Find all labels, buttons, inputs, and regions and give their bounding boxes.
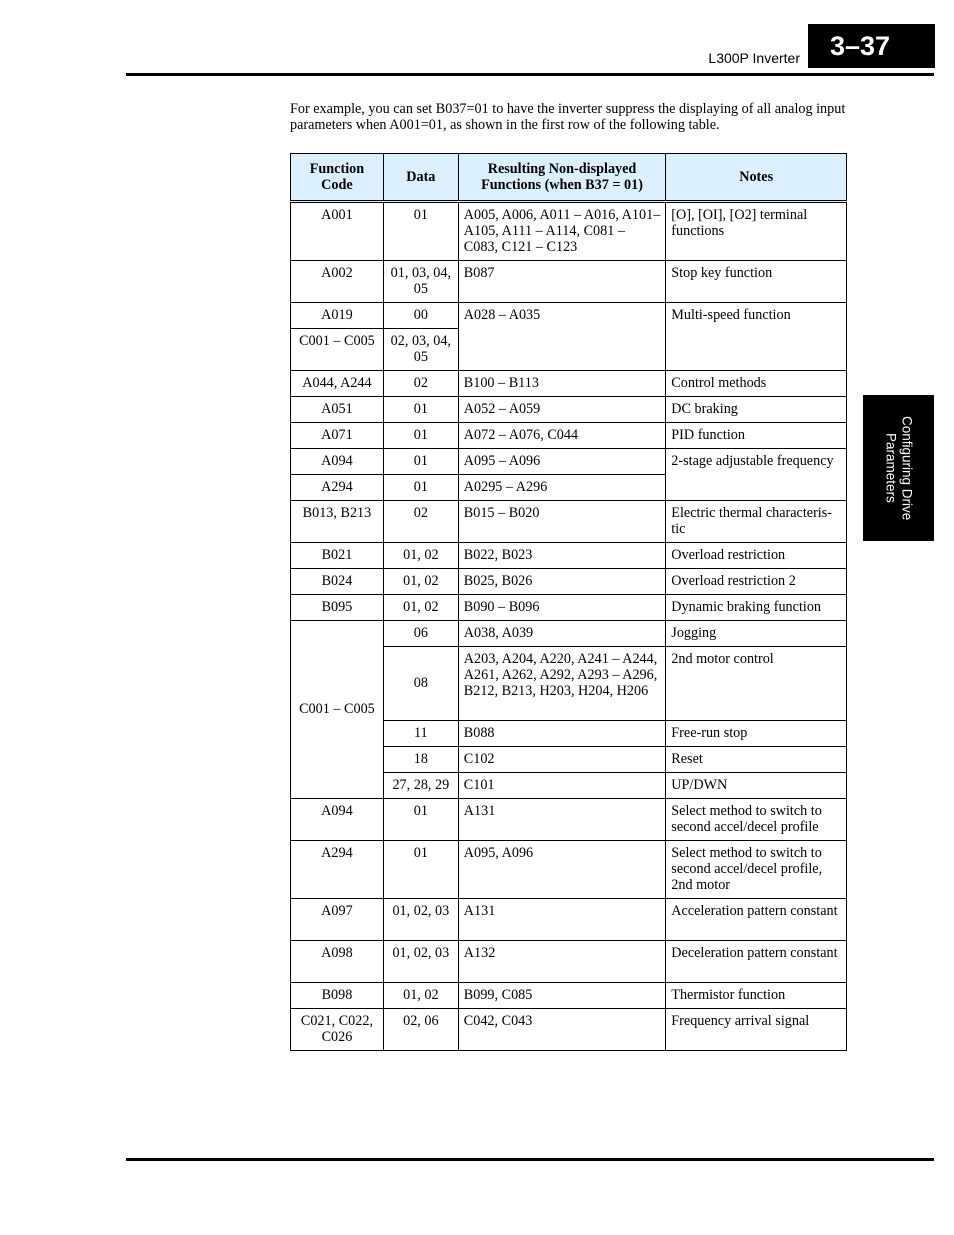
- cell-code: A094: [291, 449, 384, 475]
- cell-code: B098: [291, 983, 384, 1009]
- table-row: [291, 569, 847, 595]
- cell-code: A071: [291, 423, 384, 449]
- cell-functions: B090 – B096: [458, 595, 666, 621]
- cell-notes: Overload restriction 2: [666, 569, 847, 595]
- table-row: [291, 397, 847, 423]
- table-row: [291, 261, 847, 303]
- cell-notes: Select method to switch to second accel/decel profile: [666, 799, 847, 841]
- table-row: [291, 501, 847, 543]
- table-row: [291, 941, 847, 983]
- header-notes: Notes: [666, 154, 847, 202]
- cell-functions: B088: [458, 721, 666, 747]
- cell-notes: Free-run stop: [666, 721, 847, 747]
- cell-data: 18: [383, 747, 458, 773]
- cell-data: 00: [383, 303, 458, 329]
- side-tab-line-1: Configuring Drive: [899, 415, 915, 521]
- cell-data: 01, 02: [383, 595, 458, 621]
- cell-functions: A095, A096: [458, 841, 666, 899]
- cell-code: A097: [291, 899, 384, 941]
- table-row: [291, 449, 847, 475]
- cell-notes: 2nd motor control: [666, 647, 847, 721]
- cell-data: 01: [383, 841, 458, 899]
- cell-code: C001 – C005: [291, 329, 384, 371]
- cell-functions: A203, A204, A220, A241 – A244, A261, A262, A292, A293 – A296, B212, B213, H203, H204, H206: [458, 647, 666, 721]
- cell-functions: B100 – B113: [458, 371, 666, 397]
- table-row: [291, 595, 847, 621]
- header-rule: [126, 73, 934, 76]
- cell-data: 01: [383, 449, 458, 475]
- table-row: [291, 423, 847, 449]
- cell-code: A094: [291, 799, 384, 841]
- cell-notes: Frequency arrival signal: [666, 1009, 847, 1051]
- cell-data: 01: [383, 799, 458, 841]
- table-row: [291, 621, 847, 647]
- table-row: [291, 543, 847, 569]
- cell-data: 02, 03, 04, 05: [383, 329, 458, 371]
- table-row: [291, 983, 847, 1009]
- cell-functions: A131: [458, 899, 666, 941]
- cell-data: 01, 02: [383, 569, 458, 595]
- cell-code: A294: [291, 475, 384, 501]
- cell-functions: A052 – A059: [458, 397, 666, 423]
- cell-data: 11: [383, 721, 458, 747]
- header-data: Data: [383, 154, 458, 202]
- cell-functions: A028 – A035: [458, 303, 666, 371]
- cell-code: A098: [291, 941, 384, 983]
- cell-code: B013, B213: [291, 501, 384, 543]
- cell-functions: A131: [458, 799, 666, 841]
- parameter-table: [290, 153, 847, 1051]
- cell-functions: C042, C043: [458, 1009, 666, 1051]
- cell-data: 02: [383, 501, 458, 543]
- cell-functions: C102: [458, 747, 666, 773]
- cell-notes: [O], [OI], [O2] terminal functions: [666, 202, 847, 261]
- cell-code: A019: [291, 303, 384, 329]
- cell-functions: A072 – A076, C044: [458, 423, 666, 449]
- cell-functions: A132: [458, 941, 666, 983]
- cell-data: 01: [383, 423, 458, 449]
- cell-functions: B015 – B020: [458, 501, 666, 543]
- header-resulting-functions: Resulting Non-displayed Functions (when B37 = 01): [458, 154, 666, 202]
- cell-code: B021: [291, 543, 384, 569]
- table-row: [291, 202, 847, 261]
- table-row: [291, 303, 847, 329]
- cell-notes: Dynamic braking function: [666, 595, 847, 621]
- cell-notes: DC braking: [666, 397, 847, 423]
- cell-functions: A095 – A096: [458, 449, 666, 475]
- cell-data: 01, 02, 03: [383, 941, 458, 983]
- cell-notes: Thermistor function: [666, 983, 847, 1009]
- cell-code: A001: [291, 202, 384, 261]
- cell-functions: A005, A006, A011 – A016, A101–A105, A111 – A114, C081 – C083, C121 – C123: [458, 202, 666, 261]
- cell-code: B095: [291, 595, 384, 621]
- cell-data: 01, 02: [383, 543, 458, 569]
- cell-data: 02, 06: [383, 1009, 458, 1051]
- cell-notes: Deceleration pattern constant: [666, 941, 847, 983]
- cell-code: C021, C022, C026: [291, 1009, 384, 1051]
- cell-functions: A0295 – A296: [458, 475, 666, 501]
- cell-notes: Multi-speed function: [666, 303, 847, 371]
- table-row: [291, 899, 847, 941]
- cell-notes: UP/DWN: [666, 773, 847, 799]
- table-row: [291, 841, 847, 899]
- cell-notes: Overload restriction: [666, 543, 847, 569]
- cell-functions: B022, B023: [458, 543, 666, 569]
- cell-code: A002: [291, 261, 384, 303]
- cell-notes: Select method to switch to second accel/decel profile, 2nd motor: [666, 841, 847, 899]
- cell-code: A044, A244: [291, 371, 384, 397]
- cell-notes: Control methods: [666, 371, 847, 397]
- table-row: [291, 799, 847, 841]
- cell-functions: B025, B026: [458, 569, 666, 595]
- header-function-code: Function Code: [291, 154, 384, 202]
- cell-code: A051: [291, 397, 384, 423]
- cell-data: 01: [383, 397, 458, 423]
- cell-data: 08: [383, 647, 458, 721]
- cell-notes: 2-stage adjustable frequency: [666, 449, 847, 501]
- cell-notes: Reset: [666, 747, 847, 773]
- cell-notes: PID function: [666, 423, 847, 449]
- cell-code: A294: [291, 841, 384, 899]
- cell-code: B024: [291, 569, 384, 595]
- section-side-tab: [863, 395, 934, 541]
- cell-notes: Acceleration pattern constant: [666, 899, 847, 941]
- cell-data: 01: [383, 202, 458, 261]
- cell-data: 06: [383, 621, 458, 647]
- intro-paragraph: For example, you can set B037=01 to have the inverter suppress the displaying of all analog input parameters when A001=01, as shown in the first row of the following table.: [290, 101, 846, 133]
- side-tab-line-2: Parameters: [883, 433, 899, 503]
- running-header-title: L300P Inverter: [708, 50, 800, 66]
- table-row: [291, 371, 847, 397]
- page-number: 3–37: [808, 24, 935, 68]
- cell-notes: Stop key function: [666, 261, 847, 303]
- cell-notes: Electric thermal characteris-tic: [666, 501, 847, 543]
- table-row: [291, 1009, 847, 1051]
- cell-notes: Jogging: [666, 621, 847, 647]
- table-header-row: [291, 154, 847, 202]
- cell-data: 01, 02: [383, 983, 458, 1009]
- cell-functions: C101: [458, 773, 666, 799]
- footer-rule: [126, 1158, 934, 1161]
- cell-code: C001 – C005: [291, 621, 384, 799]
- cell-data: 01, 03, 04, 05: [383, 261, 458, 303]
- cell-data: 01, 02, 03: [383, 899, 458, 941]
- cell-data: 02: [383, 371, 458, 397]
- cell-functions: B099, C085: [458, 983, 666, 1009]
- cell-functions: A038, A039: [458, 621, 666, 647]
- cell-data: 01: [383, 475, 458, 501]
- cell-data: 27, 28, 29: [383, 773, 458, 799]
- cell-functions: B087: [458, 261, 666, 303]
